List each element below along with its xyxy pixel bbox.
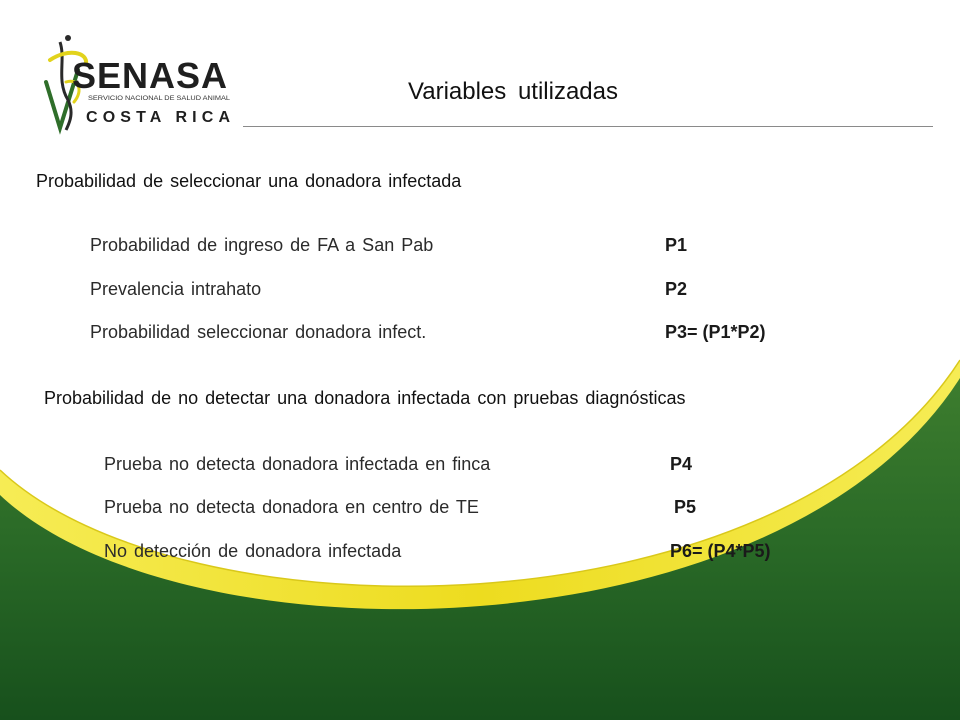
senasa-logo (38, 30, 238, 135)
logo-subtitle: SERVICIO NACIONAL DE SALUD ANIMAL (88, 96, 231, 102)
row-label: Prevalencia intrahato (90, 279, 262, 299)
section1-heading: Probabilidad de seleccionar una donadora infectada (36, 171, 462, 191)
row-label: Probabilidad de ingreso de FA a San Pab (90, 235, 434, 255)
row-code: P6= (P4*P5) (670, 541, 771, 561)
row-code: P3= (P1*P2) (665, 322, 766, 342)
row-code: P5 (674, 497, 697, 517)
slide-title: Variables utilizadas (408, 78, 618, 105)
row-code: P2 (665, 279, 688, 299)
green-band (0, 360, 960, 720)
logo-country: COSTA RICA (86, 109, 230, 126)
title-divider (243, 126, 933, 127)
row-label: Prueba no detecta donadora infectada en finca (104, 454, 491, 474)
row-code: P4 (670, 454, 693, 474)
row-label: No detección de donadora infectada (104, 541, 402, 561)
row-label: Probabilidad seleccionar donadora infect. (90, 322, 427, 342)
row-label: Prueba no detecta donadora en centro de TE (104, 497, 479, 517)
row-code: P1 (665, 235, 688, 255)
logo-name: SENASA (72, 55, 229, 96)
section2-heading: Probabilidad de no detectar una donadora infectada con pruebas diagnósticas (44, 388, 686, 408)
